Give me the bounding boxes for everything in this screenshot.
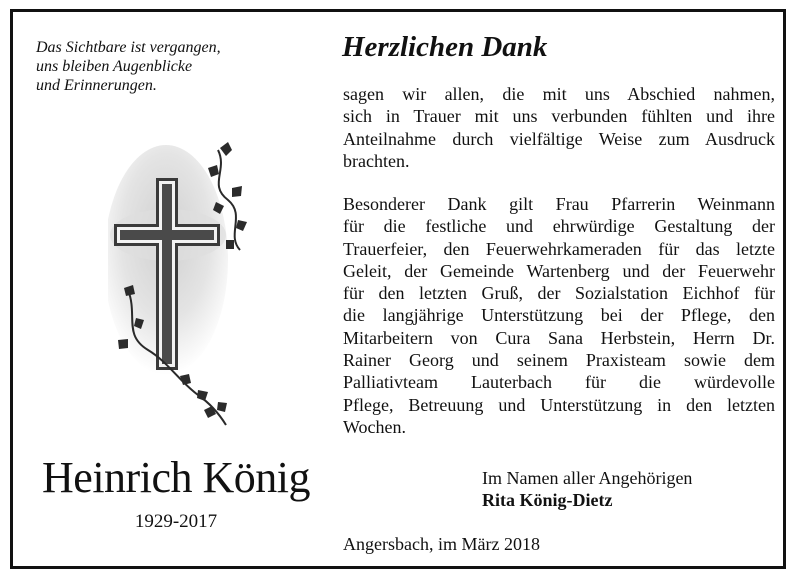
paragraph-thanks: [343, 83, 775, 172]
heading-thanks: Herzlichen Dank: [342, 31, 548, 63]
text-line: sich in Trauer mit uns verbunden fühlten und ihre: [343, 106, 775, 127]
text-line: Besonderer Dank gilt Frau Pfarrerin Weinmann: [343, 194, 775, 214]
place-date: Angersbach, im März 2018: [343, 534, 540, 554]
text-line: Pflege, Betreuung und Unterstützung in den letzten: [343, 394, 775, 415]
text-line: Geleit, der Gemeinde Wartenberg und der Feuerwehr: [343, 260, 775, 281]
text-line: Trauerfeier, den Feuerwehrkameraden für das letzte: [343, 238, 775, 259]
poem-line: und Erinnerungen.: [36, 77, 157, 94]
paragraph-special-thanks: [343, 193, 775, 438]
text-line: sagen wir allen, die mit uns Abschied nahmen,: [343, 84, 775, 104]
poem-line: Das Sichtbare ist vergangen,: [36, 39, 221, 56]
text-line: Palliativteam Lauterbach für die würdevolle: [343, 372, 775, 393]
text-line: für die festliche und ehrwürdige Gestaltung der: [343, 216, 775, 237]
text-line: Anteilnahme durch vielfältige Weise zum Ausdruck: [343, 128, 775, 149]
cross-with-ivy-icon: [108, 140, 268, 430]
text-line: Wochen.: [343, 416, 407, 437]
text-line: für den letzten Gruß, der Sozialstation Eichhof für: [343, 283, 775, 304]
poem-line: uns bleiben Augenblicke: [36, 58, 193, 75]
deceased-name: Heinrich König: [42, 453, 310, 502]
signature-line: Im Namen aller Angehörigen: [482, 468, 693, 488]
text-line: brachten.: [343, 150, 410, 171]
signature-block: [482, 467, 692, 511]
text-line: Mitarbeitern von Cura Sana Herbstein, Herrn Dr.: [343, 327, 775, 348]
life-years: 1929-2017: [134, 511, 218, 532]
text-line: die langjährige Unterstützung bei der Pflege, den: [343, 305, 775, 326]
text-line: Rainer Georg und seinem Praxisteam sowie dem: [343, 350, 775, 371]
signature-name: Rita König-Dietz: [482, 490, 613, 510]
memorial-poem: [36, 38, 286, 95]
